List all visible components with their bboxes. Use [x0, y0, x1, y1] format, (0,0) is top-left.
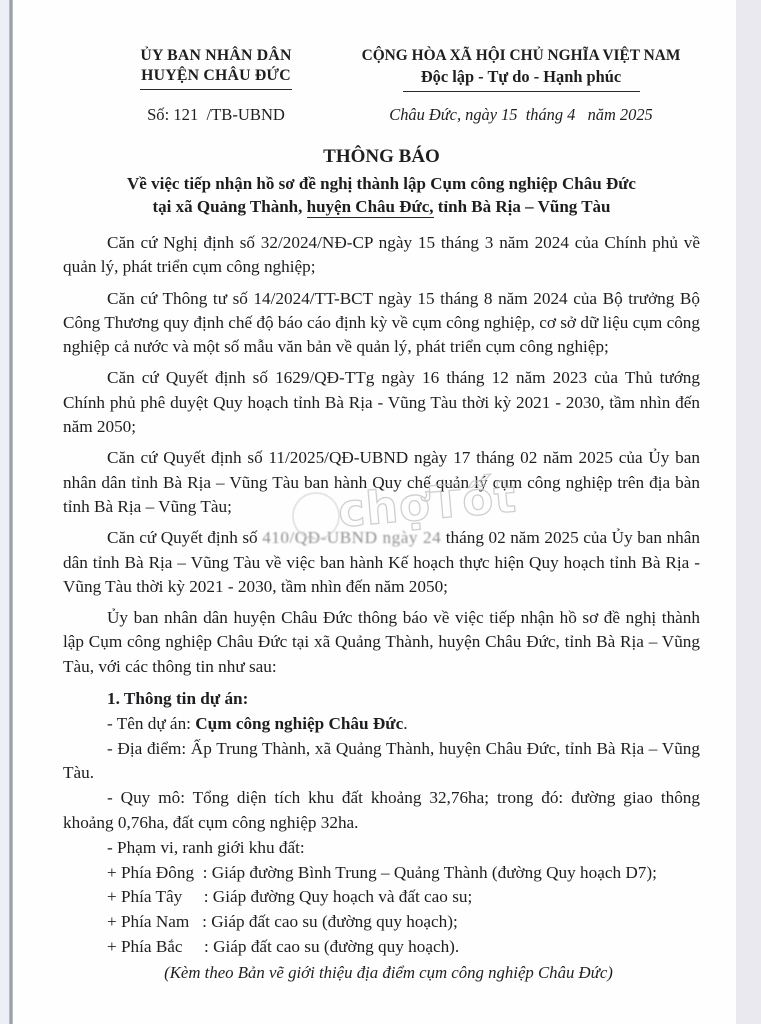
announcement-paragraph: Ủy ban nhân dân huyện Châu Đức thông báo về việc tiếp nhận hồ sơ đề nghị thành lập Cụm công nghiệp Châu Đức tại xã Quảng Thành, huyện Châu Đức, tỉnh Bà Rịa – Vũng Tàu, với các thông tin như sau: [63, 608, 700, 676]
attachment-note: (Kèm theo Bản vẽ giới thiệu địa điểm cụm công nghiệp Châu Đức) [164, 962, 613, 982]
project-name-period: . [403, 713, 408, 733]
subject-line2-post: tỉnh Bà Rịa – Vũng Tàu [433, 197, 611, 216]
place-and-date: Châu Đức, ngày 15 tháng 4 năm 2025 [389, 105, 653, 124]
document-page [13, 0, 736, 1024]
legal-basis-paragraph-5 [63, 526, 700, 599]
boundary-east-item: + Phía Đông : Giáp đường Bình Trung – Quảng Thành (đường Quy hoạch D7); [107, 862, 657, 882]
project-name-item [63, 712, 700, 737]
authority-underline [140, 89, 292, 90]
issuing-authority-line2: HUYỆN CHÂU ĐỨC [141, 67, 291, 84]
national-motto: Độc lập - Tự do - Hạnh phúc [420, 67, 622, 86]
boundary-north-item: + Phía Bắc : Giáp đất cao su (đường quy hoạch). [107, 937, 460, 957]
document-number: Số: 121 /TB-UBND [147, 105, 285, 124]
project-location-item: - Địa điểm: Ấp Trung Thành, xã Quảng Thành, huyện Châu Đức, tỉnh Bà Rịa – Vũng Tàu. [63, 738, 700, 783]
document-body [63, 231, 700, 986]
issuing-authority-block [91, 46, 341, 125]
boundary-heading-item: - Phạm vi, ranh giới khu đất: [107, 837, 305, 857]
project-scale-item: - Quy mô: Tổng diện tích khu đất khoảng 32,76ha; trong đó: đường giao thông khoảng 0,76ha, đất cụm công nghiệp 32ha. [63, 788, 700, 833]
project-name-value: Cụm công nghiệp Châu Đức [195, 713, 404, 733]
motto-underline [403, 91, 640, 92]
paragraph-5-prefix: Căn cứ Quyết định số [107, 528, 263, 548]
section-1-heading: 1. Thông tin dự án: [107, 689, 249, 709]
boundary-south-item: + Phía Nam : Giáp đất cao su (đường quy hoạch); [107, 912, 458, 932]
legal-basis-paragraph-1: Căn cứ Nghị định số 32/2024/NĐ-CP ngày 15 tháng 3 năm 2024 của Chính phủ về quản lý, phát triển cụm công nghiệp; [63, 233, 700, 277]
subject-line2-pre: tại xã Quảng Thành, [152, 197, 307, 216]
paragraph-5-suffix: tháng 02 năm 2025 của Ủy ban nhân dân tỉnh Bà Rịa – Vũng Tàu về việc ban hành Kế hoạch thực hiện Quy hoạch tỉnh Bà Rịa - Vũng Tàu thời kỳ 2021 - 2030, tầm nhìn đến năm 2050; [63, 528, 700, 596]
legal-basis-paragraph-2: Căn cứ Thông tư số 14/2024/TT-BCT ngày 15 tháng 8 năm 2024 của Bộ trưởng Bộ Công Thương quy định chế độ báo cáo định kỳ về cụm công nghiệp, cơ sở dữ liệu cụm công nghiệp cả nước và một số mẫu văn bản về quản lý, phát triển cụm công nghiệp; [63, 288, 700, 357]
photo-right-edge [735, 0, 761, 1024]
issuing-authority-line1: ỦY BAN NHÂN DÂN [140, 47, 292, 64]
subject-line1: Về việc tiếp nhận hồ sơ đề nghị thành lập Cụm công nghiệp Châu Đức [127, 174, 636, 193]
subject-line2 [63, 195, 700, 218]
paragraph-5-obscured-number: 410/QĐ-UBND ngày 24 [262, 528, 442, 548]
boundary-west-item: + Phía Tây : Giáp đường Quy hoạch và đất cao su; [107, 887, 473, 907]
project-name-label: - Tên dự án: [107, 713, 196, 733]
document-header [63, 46, 700, 125]
subject-line2-underlined: huyện Châu Đức, [306, 197, 434, 216]
document-type: THÔNG BÁO [323, 146, 440, 167]
legal-basis-paragraph-4: Căn cứ Quyết định số 11/2025/QĐ-UBND ngày 17 tháng 02 năm 2025 của Ủy ban nhân dân tỉnh Bà Rịa – Vũng Tàu ban hành Quy chế quản lý cụm công nghiệp trên địa bàn tỉnh Bà Rịa – Vũng Tàu; [63, 448, 700, 516]
national-motto-block [342, 46, 700, 125]
national-title: CỘNG HÒA XÃ HỘI CHỦ NGHĨA VIỆT NAM [361, 47, 681, 64]
document-title-block [63, 145, 700, 218]
photo-left-edge [0, 0, 9, 1024]
legal-basis-paragraph-3: Căn cứ Quyết định số 1629/QĐ-TTg ngày 16 tháng 12 năm 2023 của Thủ tướng Chính phủ phê duyệt Quy hoạch tỉnh Bà Rịa - Vũng Tàu thời kỳ 2021 - 2030, tầm nhìn đến năm 2050; [63, 368, 700, 437]
